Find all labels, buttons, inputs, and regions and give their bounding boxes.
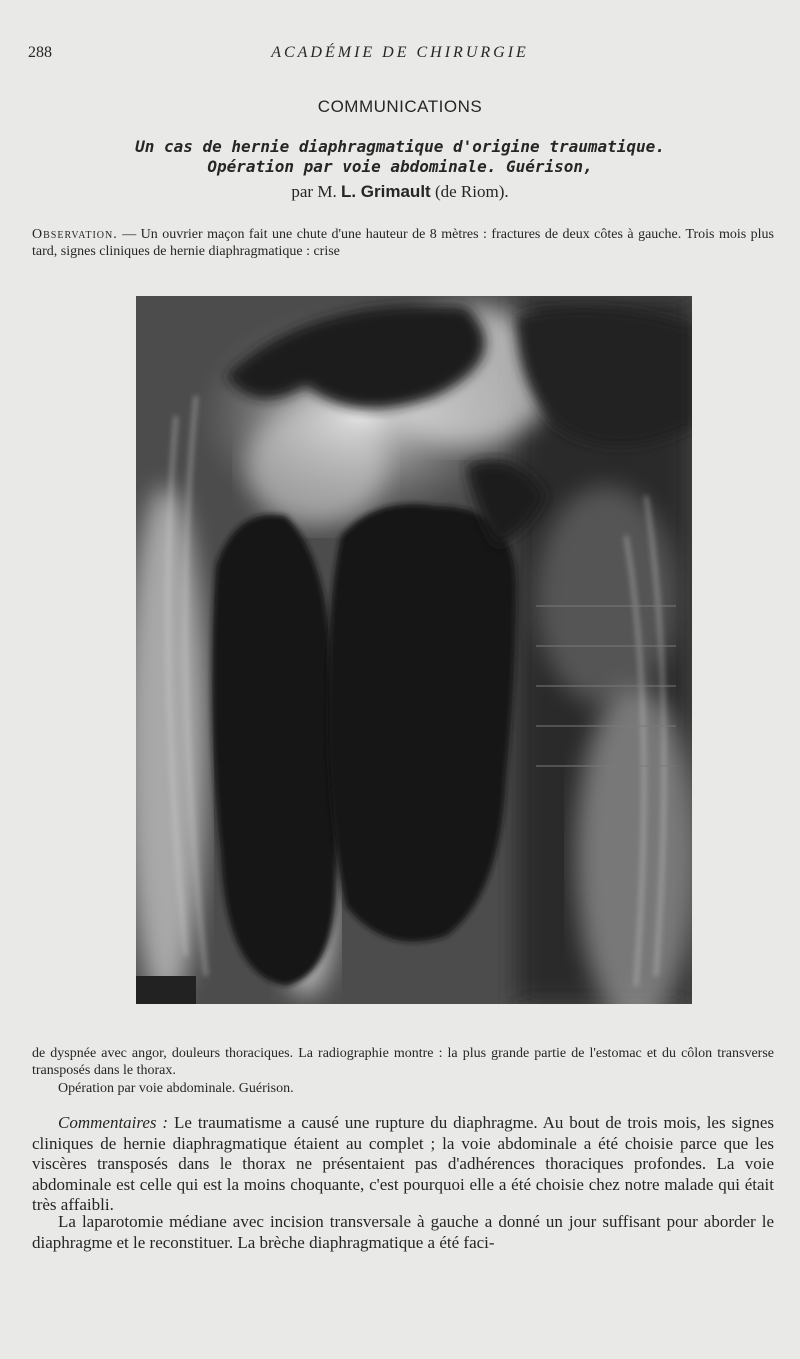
byline (0, 182, 800, 202)
byline-suffix: (de Riom). (434, 182, 509, 201)
article-title-line-2: Opération par voie abdominale. Guérison, (207, 157, 593, 176)
commentary-paragraph (32, 1113, 774, 1216)
byline-prefix: par M. (291, 182, 337, 201)
radiograph-graphic (136, 296, 692, 1004)
article-title-line-1: Un cas de hernie diaphragmatique d'origine traumatique. (135, 137, 665, 156)
observation-text: — Un ouvrier maçon fait une chute d'une hauteur de 8 mètres : fractures de deux côtes à gauche. Trois mois plus tard, signes cliniques de hernie diaphragmatique : crise (32, 227, 774, 259)
running-head (28, 44, 772, 68)
laparotomy-paragraph: La laparotomie médiane avec incision transversale à gauche a donné un jour suffisant pour aborder le diaphragme et le reconstituer. La brèche diaphragmatique a été faci- (32, 1212, 774, 1252)
continuation-paragraph: de dyspnée avec angor, douleurs thoraciques. La radiographie montre : la plus grande partie de l'estomac et du côlon transverse transposés dans le thorax. (32, 1046, 774, 1078)
operation-line: Opération par voie abdominale. Guérison. (58, 1081, 294, 1096)
commentary-text: Le traumatisme a causé une rupture du diaphragme. Au bout de trois mois, les signes cliniques de hernie diaphragmatique étaient au complet ; la voie abdominale a été choisie parce que les viscères transposés dans le thorax ne présentaient pas d'adhérences thoraciques profondes. La voie abdominale est celle qui est la moins choquante, c'est pourquoi elle a été choisie chez notre malade qui était très affaibli. (32, 1113, 774, 1214)
commentary-lead: Commentaires : (58, 1113, 169, 1132)
section-title: COMMUNICATIONS (317, 97, 483, 116)
author-name: L. Grimault (340, 182, 431, 201)
radiograph-image (136, 296, 692, 1004)
article-title (60, 137, 740, 177)
observation-lead: Observation. (32, 227, 118, 242)
journal-title: ACADÉMIE DE CHIRURGIE (271, 44, 529, 61)
page-number: 288 (28, 44, 52, 61)
observation-paragraph (32, 226, 774, 260)
